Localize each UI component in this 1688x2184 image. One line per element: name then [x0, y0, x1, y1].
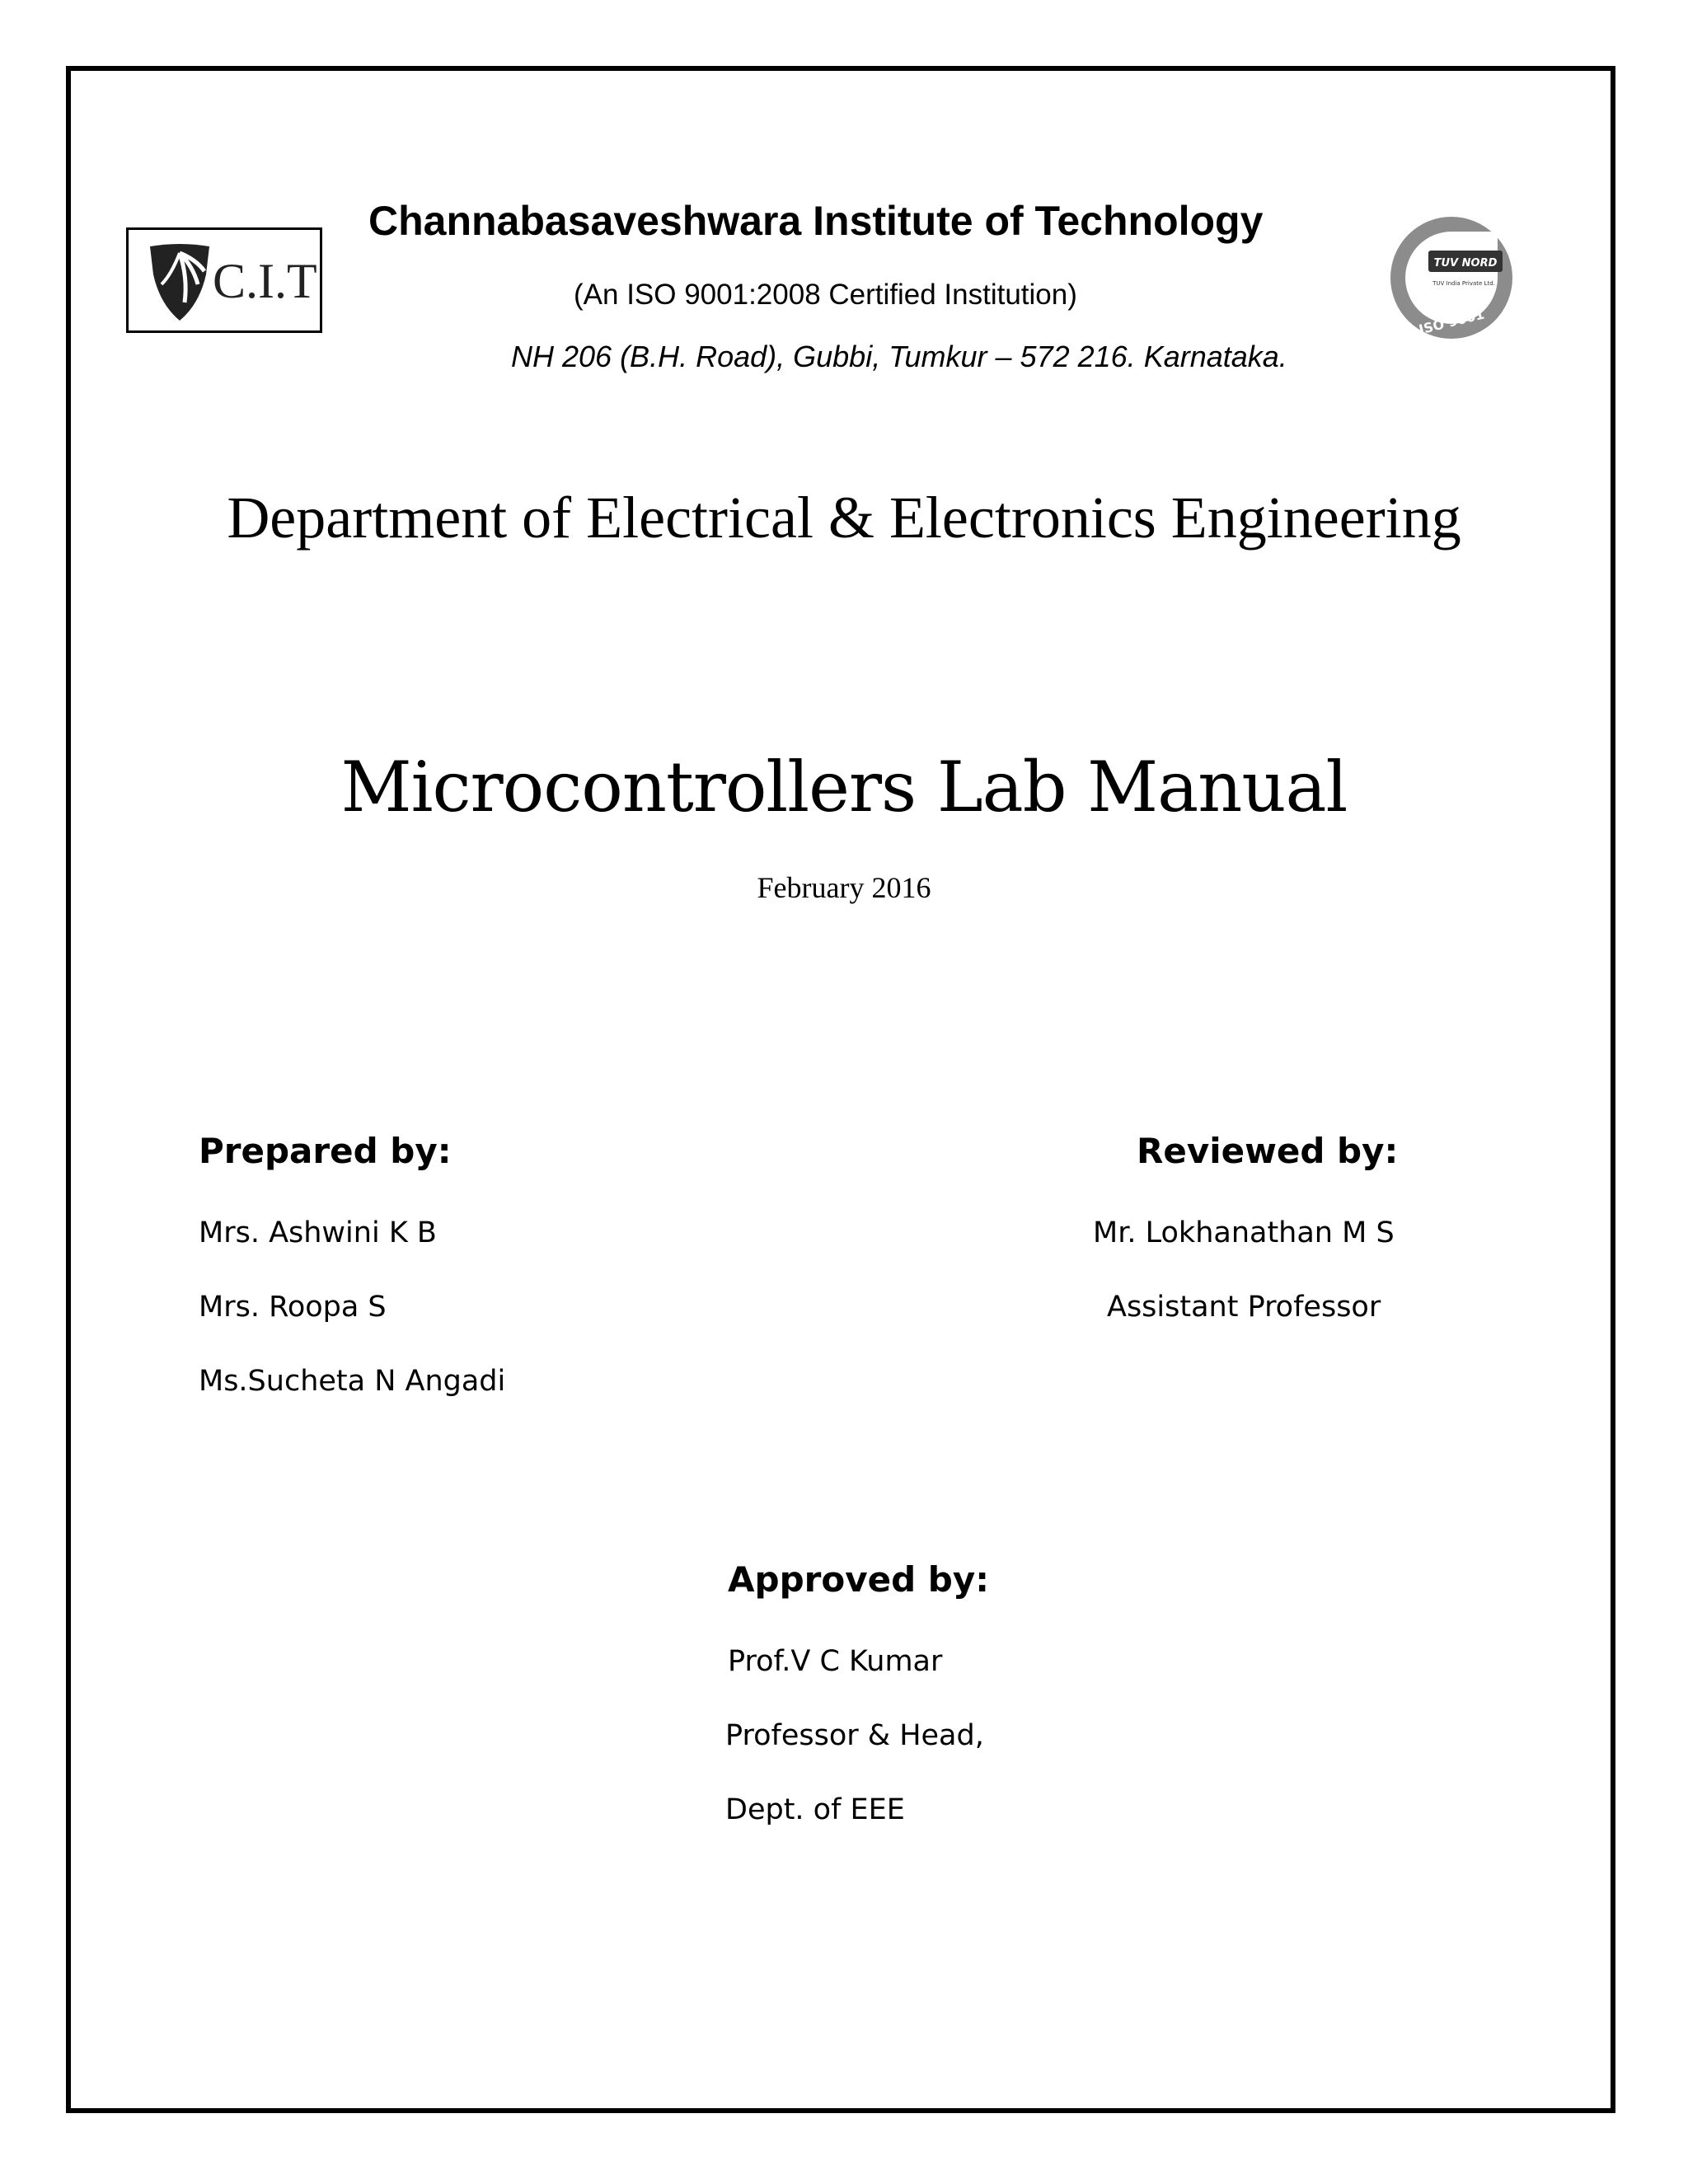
iso-seal-icon [1377, 213, 1526, 343]
reviewer-name: Mr. Lokhanathan M S [1093, 1216, 1395, 1249]
seal-sub-text: TUV India Private Ltd. [1432, 280, 1495, 287]
preparer-name: Mrs. Ashwini K B [199, 1216, 437, 1249]
preparer-name: Mrs. Roopa S [199, 1291, 387, 1324]
institution-name: Channabasaveshwara Institute of Technology [368, 198, 1264, 244]
reviewed-by-heading: Reviewed by: [1137, 1131, 1399, 1171]
approver-department: Dept. of EEE [725, 1793, 905, 1826]
shield-icon [147, 241, 213, 324]
approver-name: Prof.V C Kumar [728, 1645, 943, 1678]
document-date: February 2016 [757, 871, 931, 904]
approved-by-heading: Approved by: [728, 1559, 989, 1600]
cit-logo [126, 227, 322, 333]
reviewer-designation: Assistant Professor [1107, 1291, 1381, 1324]
preparer-name: Ms.Sucheta N Angadi [199, 1365, 506, 1398]
institution-certification: (An ISO 9001:2008 Certified Institution) [574, 279, 1077, 311]
document-title: Microcontrollers Lab Manual [340, 747, 1348, 827]
logo-text: C.I.T [213, 254, 317, 308]
seal-top-text: TUV NORD [1433, 257, 1498, 269]
seal-bottom-text: ISO 9001 [1417, 306, 1486, 338]
prepared-by-heading: Prepared by: [199, 1131, 452, 1171]
approver-designation: Professor & Head, [725, 1719, 984, 1752]
department-title: Department of Electrical & Electronics Engineering [227, 485, 1461, 551]
institution-address: NH 206 (B.H. Road), Gubbi, Tumkur – 572 216. Karnataka. [511, 340, 1287, 373]
